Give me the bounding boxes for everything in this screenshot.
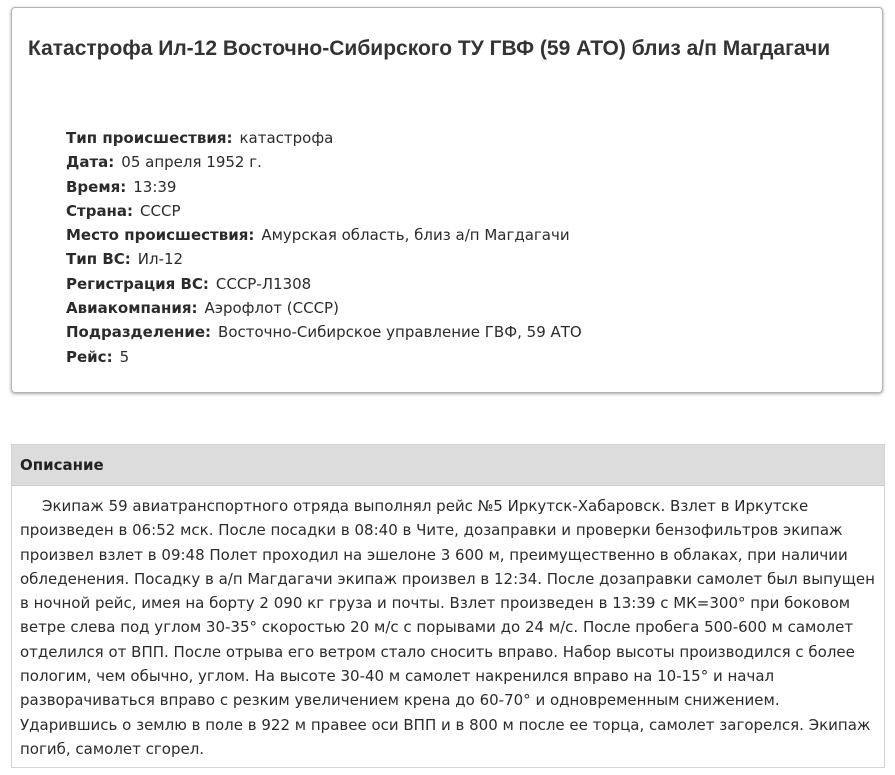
detail-row-aircraft-type bbox=[66, 247, 582, 271]
detail-value: Амурская область, близ а/п Магдагачи bbox=[261, 226, 570, 245]
detail-value: Восточно-Сибирское управление ГВФ, 59 АТО bbox=[218, 323, 582, 342]
description-text: Экипаж 59 авиатранспортного отряда выполнял рейс №5 Иркутск-Хабаровск. Взлет в Иркутске произведен в 06:52 мск. После посадки в 08:40 в Чите, дозаправки и проверки бензофильтров экипаж произвел взлет в 09:48 Полет проходил на эшелоне 3 600 м, преимущественно в облаках, при наличии обледенения. Посадку в а/п Магдагачи экипаж произвел в 12:34. После дозаправки самолет был выпущен в ночной рейс, имея на борту 2 090 кг груза и почты. Взлет произведен в 13:39 с МК=300° при боковом ветре слева под углом 30-35° скоростью 20 м/с с порывами до 24 м/с. После пробега 500-600 м самолет отделился от ВПП. После отрыва его ветром стало сносить вправо. Набор высоты производился с более пологим, чем обычно, углом. На высоте 30-40 м самолет накренился вправо на 10-15° и начал разворачиваться вправо с резким увеличением крена до 60-70° и одновременным снижением. Ударившись о землю в поле в 922 м правее оси ВПП и в 800 м после ее торца, самолет загорелся. Экипаж погиб, самолет сгорел. bbox=[20, 497, 875, 758]
detail-label: Тип происшествия: bbox=[66, 129, 233, 147]
detail-label: Место происшествия: bbox=[66, 226, 255, 245]
detail-value: Аэрофлот (СССР) bbox=[204, 299, 339, 318]
detail-value: катастрофа bbox=[239, 129, 334, 147]
detail-label: Время: bbox=[66, 177, 127, 196]
detail-label: Авиакомпания: bbox=[66, 299, 198, 318]
detail-value: СССР-Л1308 bbox=[215, 274, 312, 293]
detail-row-type bbox=[66, 126, 582, 150]
detail-label: Дата: bbox=[66, 153, 115, 172]
detail-row-flight bbox=[66, 345, 582, 369]
detail-row-registration bbox=[66, 272, 582, 296]
incident-details-list bbox=[66, 126, 582, 369]
detail-label: Тип ВС: bbox=[66, 250, 131, 269]
detail-value: Ил-12 bbox=[137, 250, 184, 269]
detail-value: 13:39 bbox=[133, 177, 177, 196]
description-heading: Описание bbox=[12, 445, 884, 486]
detail-row-division bbox=[66, 320, 582, 344]
detail-row-date bbox=[66, 150, 582, 174]
incident-title: Катастрофа Ил-12 Восточно-Сибирского ТУ ГВФ (59 АТО) близ а/п Магдагачи bbox=[28, 37, 831, 60]
detail-row-time bbox=[66, 175, 582, 199]
detail-label: Рейс: bbox=[66, 347, 113, 366]
description-panel bbox=[11, 444, 885, 768]
detail-row-country bbox=[66, 199, 582, 223]
detail-label: Страна: bbox=[66, 201, 134, 220]
detail-row-location bbox=[66, 223, 582, 247]
detail-value: СССР bbox=[140, 201, 181, 220]
detail-value: 5 bbox=[119, 347, 130, 366]
detail-label: Регистрация ВС: bbox=[66, 274, 209, 293]
detail-row-airline bbox=[66, 296, 582, 320]
detail-value: 05 апреля 1952 г. bbox=[121, 153, 262, 172]
detail-label: Подразделение: bbox=[66, 323, 212, 342]
incident-card bbox=[11, 7, 883, 393]
